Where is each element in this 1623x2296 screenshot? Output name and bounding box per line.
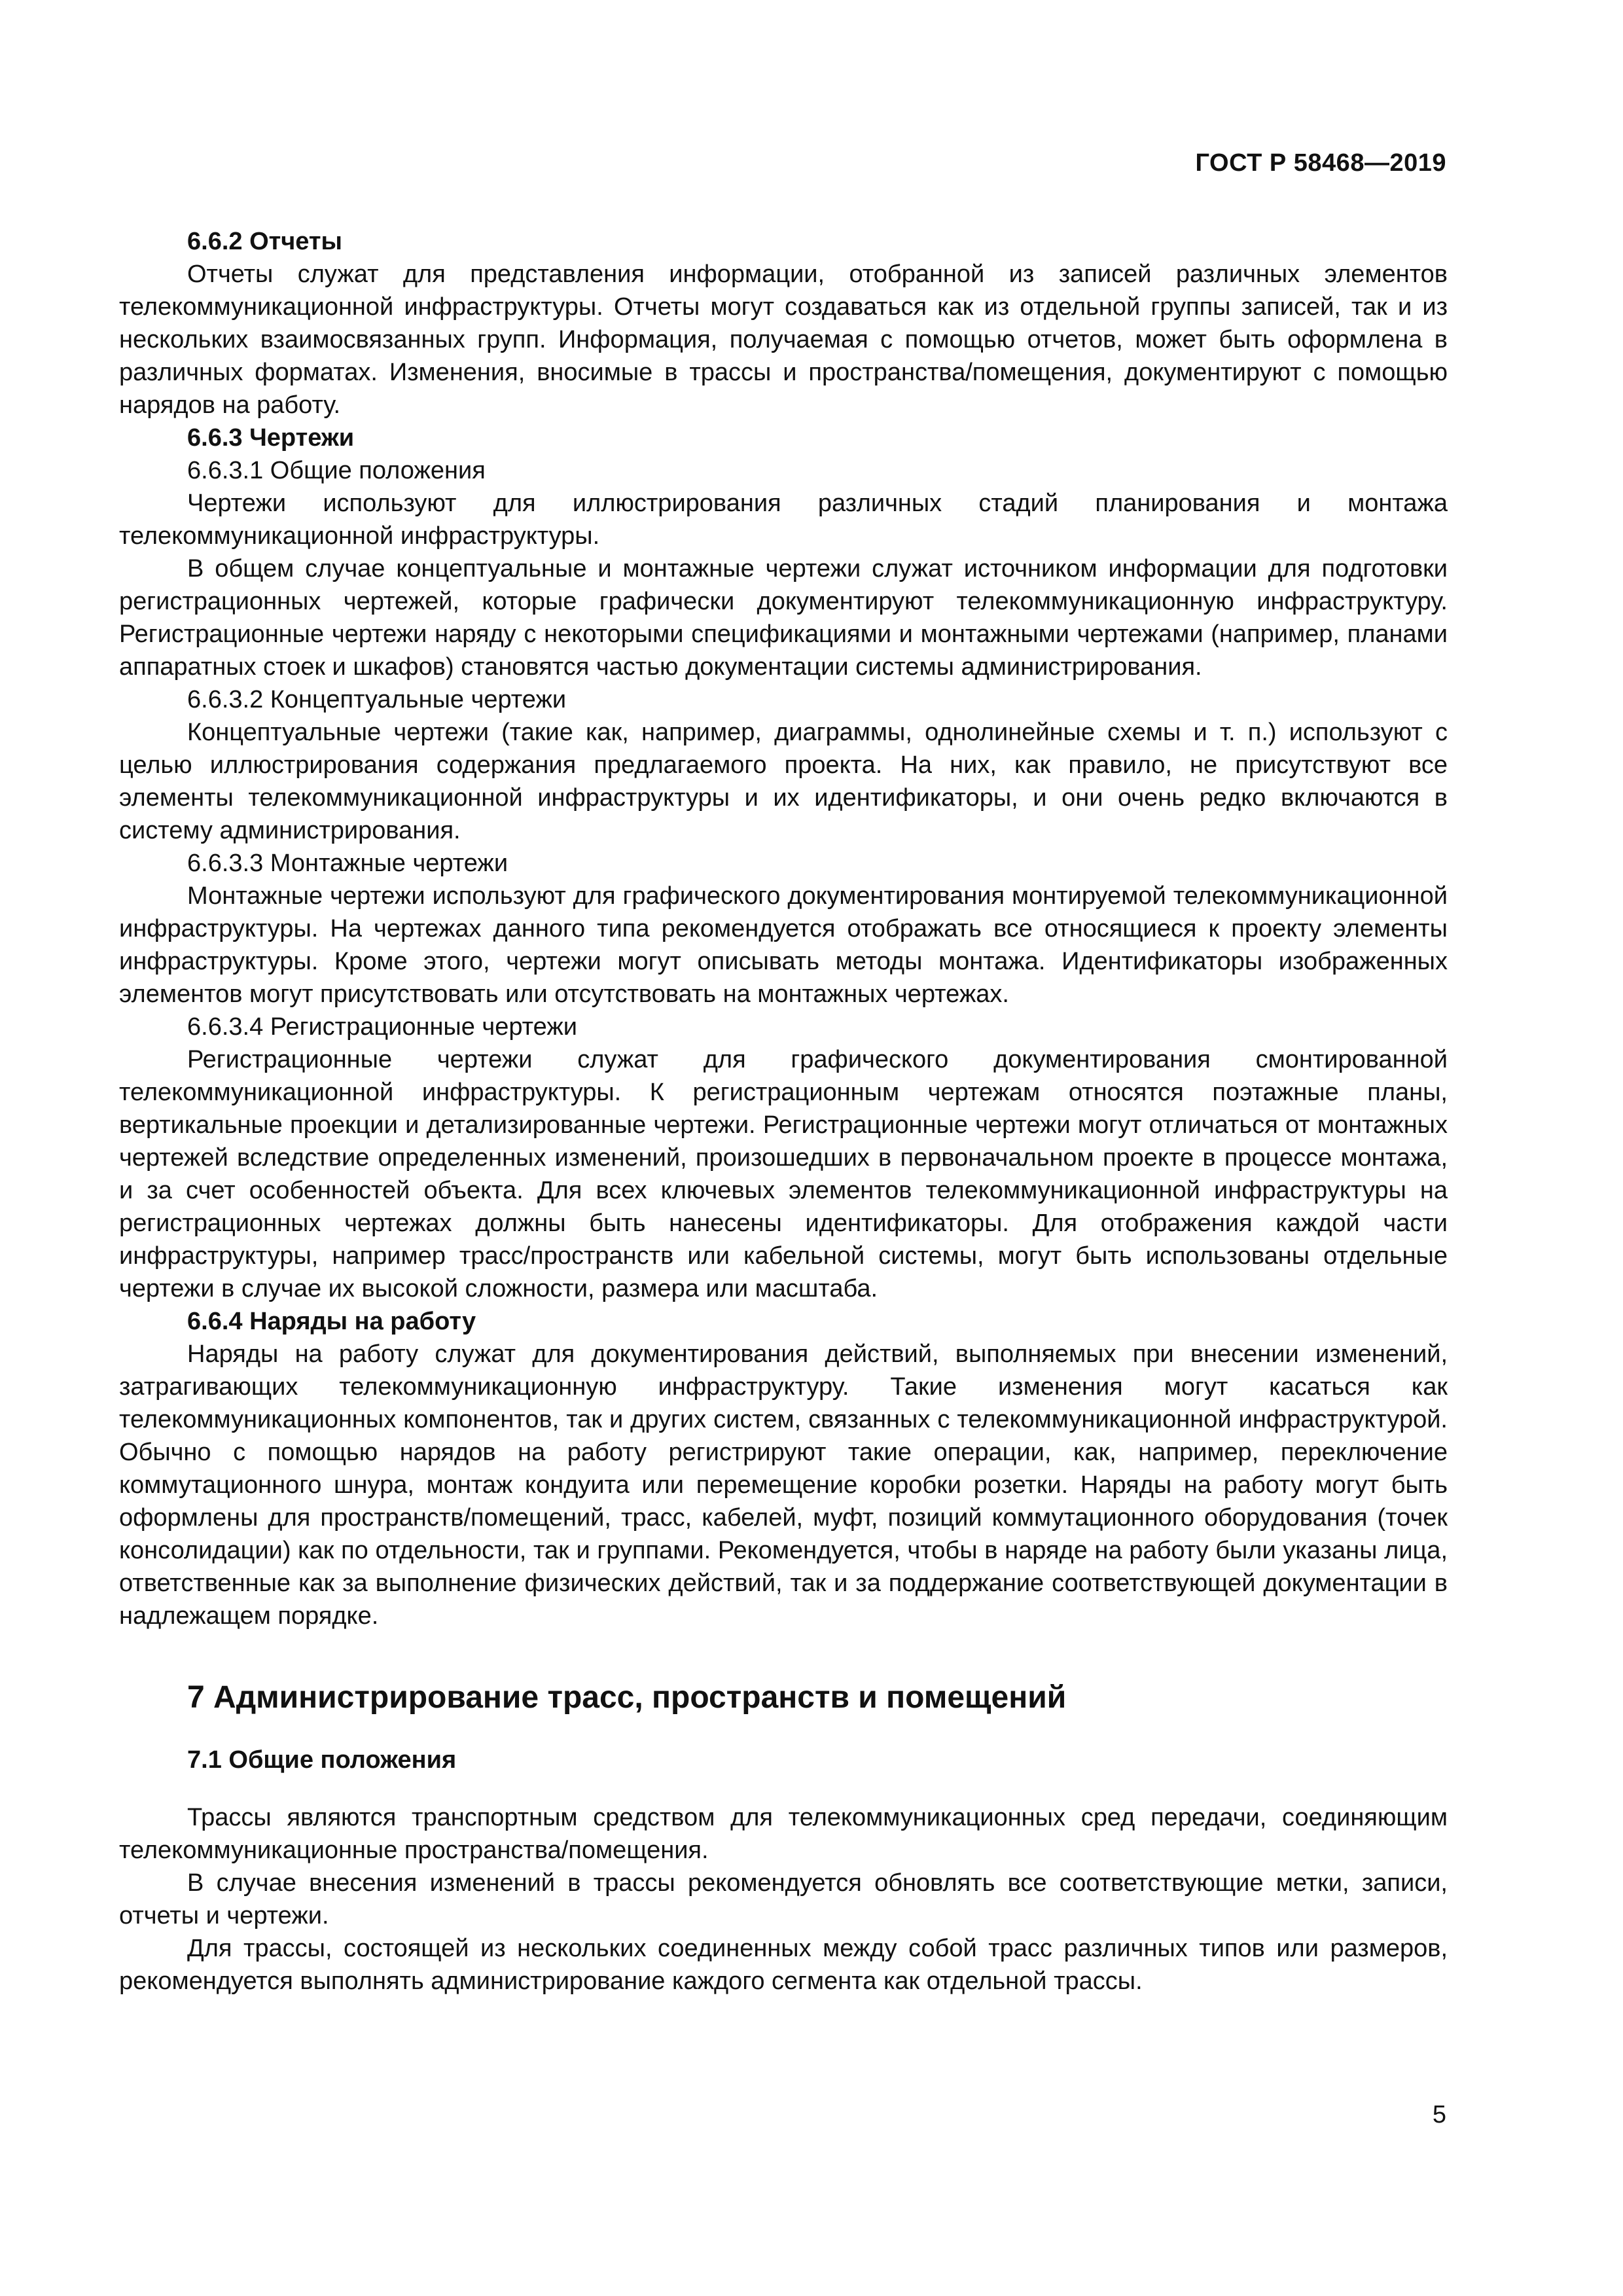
page-number: 5 — [1432, 2101, 1446, 2128]
section-7-1-paragraph-1: Трассы являются транспортным средством для телекоммуникационных сред передачи, соединяющим телекоммуникационные пространства/помещения. — [119, 1804, 1448, 1864]
section-6-6-3-4-heading: 6.6.3.4 Регистрационные чертежи — [187, 1013, 577, 1041]
section-6-6-3-2-heading: 6.6.3.2 Концептуальные чертежи — [187, 686, 567, 713]
section-6-6-3-1-paragraph-2: В общем случае концептуальные и монтажные чертежи служат источником информации для подготовки регистрационных чертежей, которые графически документируют телекоммуникационную инфраструктуру. Регистрационные чертежи наряду с некоторыми спецификациями и монтажными чертежами (например, планами аппаратных стоек и шкафов) становятся частью документации системы администрирования. — [119, 555, 1448, 681]
section-7-1-paragraph-3: Для трассы, состоящей из нескольких соединенных между собой трасс различных типов или размеров, рекомендуется выполнять администрирование каждого сегмента как отдельной трассы. — [119, 1935, 1448, 1995]
section-6-6-4-heading: 6.6.4 Наряды на работу — [187, 1308, 476, 1335]
page-content — [119, 225, 1448, 1998]
section-6-6-4-paragraph: Наряды на работу служат для документирования действий, выполняемых при внесении изменений, затрагивающих телекоммуникационную инфраструктуру. Такие изменения могут касаться как телекоммуникационных компонентов, так и других систем, связанных с телекоммуникационной инфраструктурой. Обычно с помощью нарядов на работу регистрируют такие операции, как, например, переключение коммутационного шнура, монтаж кондуита или перемещение коробки розетки. Наряды на работу могут быть оформлены для пространств/помещений, трасс, кабелей, муфт, позиций коммутационного оборудования (точек консолидации) как по отдельности, так и группами. Рекомендуется, чтобы в наряде на работу были указаны лица, ответственные как за выполнение физических действий, так и за поддержание соответствующей документации в надлежащем порядке. — [119, 1340, 1448, 1630]
section-7-1-heading: 7.1 Общие положения — [187, 1746, 457, 1774]
document-id-header: ГОСТ Р 58468—2019 — [1195, 149, 1446, 177]
section-6-6-2-heading: 6.6.2 Отчеты — [187, 228, 342, 255]
section-6-6-3-3-heading: 6.6.3.3 Монтажные чертежи — [187, 850, 508, 877]
section-6-6-2-paragraph: Отчеты служат для представления информации, отобранной из записей различных элементов телекоммуникационной инфраструктуры. Отчеты могут создаваться как из отдельной группы записей, так и из нескольких взаимосвязанных групп. Информация, получаемая с помощью отчетов, может быть оформлена в различных форматах. Изменения, вносимые в трассы и пространства/помещения, документируют с помощью нарядов на работу. — [119, 260, 1448, 419]
section-7-1-paragraph-2: В случае внесения изменений в трассы рекомендуется обновлять все соответствующие метки, записи, отчеты и чертежи. — [119, 1869, 1448, 1929]
section-6-6-3-2-paragraph: Концептуальные чертежи (такие как, например, диаграммы, однолинейные схемы и т. п.) используют с целью иллюстрирования содержания предлагаемого проекта. На них, как правило, не присутствуют все элементы телекоммуникационной инфраструктуры и их идентификаторы, и они очень редко включаются в систему администрирования. — [119, 719, 1448, 844]
section-6-6-3-1-heading: 6.6.3.1 Общие положения — [187, 457, 486, 484]
section-6-6-3-heading: 6.6.3 Чертежи — [187, 424, 355, 452]
section-6-6-3-3-paragraph: Монтажные чертежи используют для графического документирования монтируемой телекоммуникационной инфраструктуры. На чертежах данного типа рекомендуется отображать все относящиеся к проекту элементы инфраструктуры. Кроме этого, чертежи могут описывать методы монтажа. Идентификаторы изображенных элементов могут присутствовать или отсутствовать на монтажных чертежах. — [119, 882, 1448, 1008]
section-6-6-3-1-paragraph-1: Чертежи используют для иллюстрирования различных стадий планирования и монтажа телекоммуникационной инфраструктуры. — [119, 490, 1448, 550]
section-7-heading: 7 Администрирование трасс, пространств и помещений — [187, 1680, 1067, 1715]
section-6-6-3-4-paragraph: Регистрационные чертежи служат для графического документирования смонтированной телекоммуникационной инфраструктуры. К регистрационным чертежам относятся поэтажные планы, вертикальные проекции и детализированные чертежи. Регистрационные чертежи могут отличаться от монтажных чертежей вследствие определенных изменений, произошедших в первоначальном проекте в процессе монтажа, и за счет особенностей объекта. Для всех ключевых элементов телекоммуникационной инфраструктуры на регистрационных чертежах должны быть нанесены идентификаторы. Для отображения каждой части инфраструктуры, например трасс/пространств или кабельной системы, могут быть использованы отдельные чертежи в случае их высокой сложности, размера или масштаба. — [119, 1046, 1448, 1302]
